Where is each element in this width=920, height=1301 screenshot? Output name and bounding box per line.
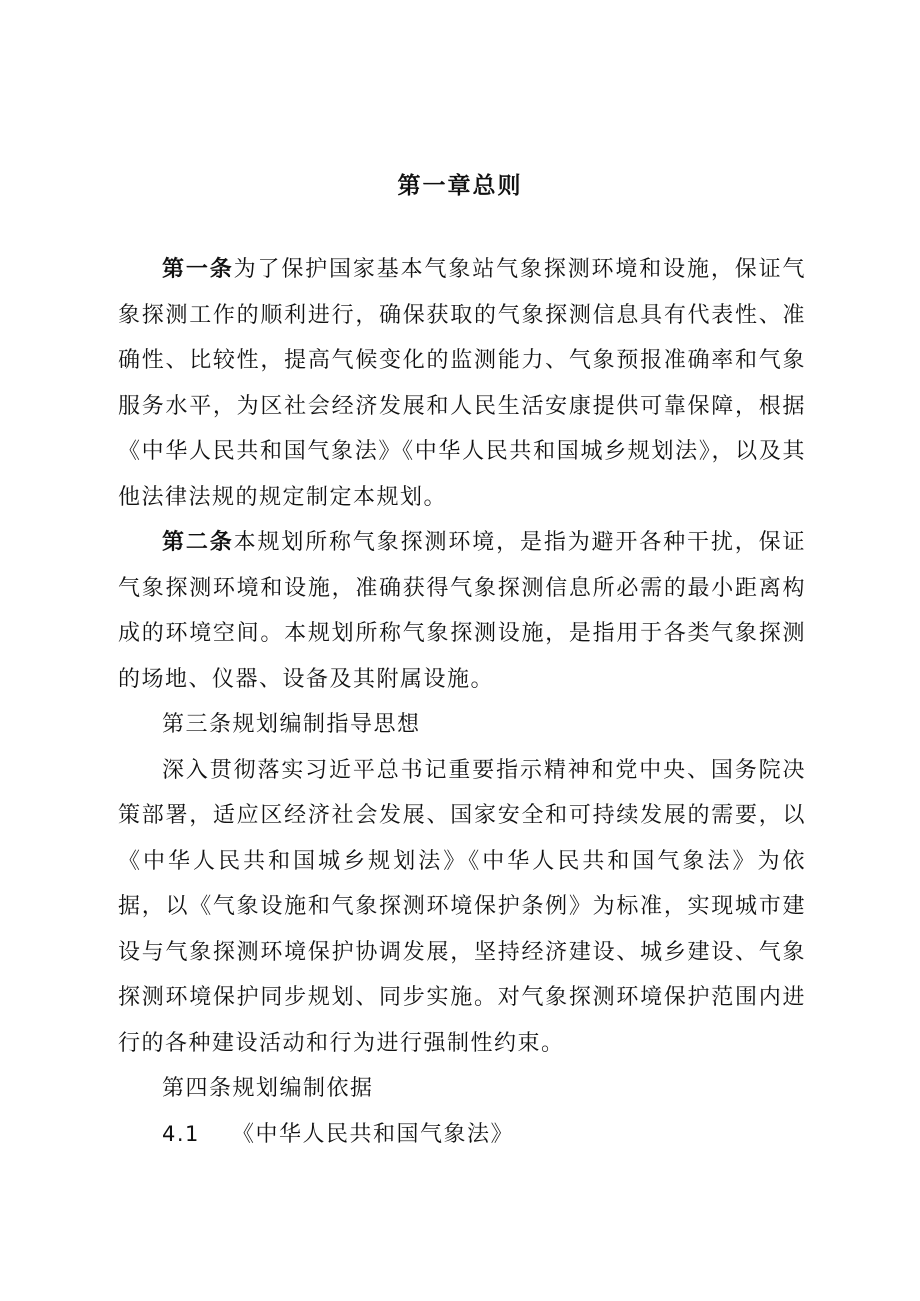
guiding-thought-text: 深入贯彻落实习近平总书记重要指示精神和党中央、国务院决策部署，适应区经济社会发展、国家安全和可持续发展的需要，以《中华人民共和国城乡规划法》《中华人民共和国气象法》为依据，以《气象设施和气象探测环境保护条例》为标准，实现城市建设与气象探测环境保护协调发展，坚持经济建设、城乡建设、气象探测环境保护同步规划、同步实施。对气象探测环境保护范围内进行的各种建设活动和行为进行强制性约束。	[118, 757, 806, 1056]
article-2-text: 本规划所称气象探测环境，是指为避开各种干扰，保证气象探测环境和设施，准确获得气象探测信息所必需的最小距离构成的环境空间。本规划所称气象探测设施，是指用于各类气象探测的场地、仪器、设备及其附属设施。	[118, 530, 806, 692]
article-1-head: 第一条	[162, 256, 234, 282]
article-1-text: 为了保护国家基本气象站气象探测环境和设施，保证气象探测工作的顺利进行，确保获取的气象探测信息具有代表性、准确性、比较性，提高气候变化的监测能力、气象预报准确率和气象服务水平，为区社会经济发展和人民生活安康提供可靠保障，根据《中华人民共和国气象法》《中华人民共和国城乡规划法》，以及其他法律法规的规定制定本规划。	[118, 257, 806, 510]
article-1-paragraph	[118, 247, 806, 520]
reference-item	[118, 1112, 806, 1158]
article-2-head: 第二条	[162, 529, 234, 555]
article-3-head: 第三条	[162, 712, 233, 737]
guiding-thought-paragraph	[118, 748, 806, 1067]
document-body	[118, 247, 806, 1157]
chapter-title: 第一章总则	[397, 172, 523, 199]
reference-item-text: 《中华人民共和国气象法》	[232, 1121, 515, 1147]
article-3-paragraph	[118, 702, 806, 748]
article-3-text: 规划编制指导思想	[232, 712, 421, 737]
reference-item-number: 4.1	[162, 1121, 200, 1146]
article-2-paragraph	[118, 520, 806, 702]
article-4-paragraph	[118, 1066, 806, 1112]
article-4-head: 第四条	[162, 1076, 233, 1101]
article-4-text: 规划编制依据	[232, 1076, 374, 1101]
